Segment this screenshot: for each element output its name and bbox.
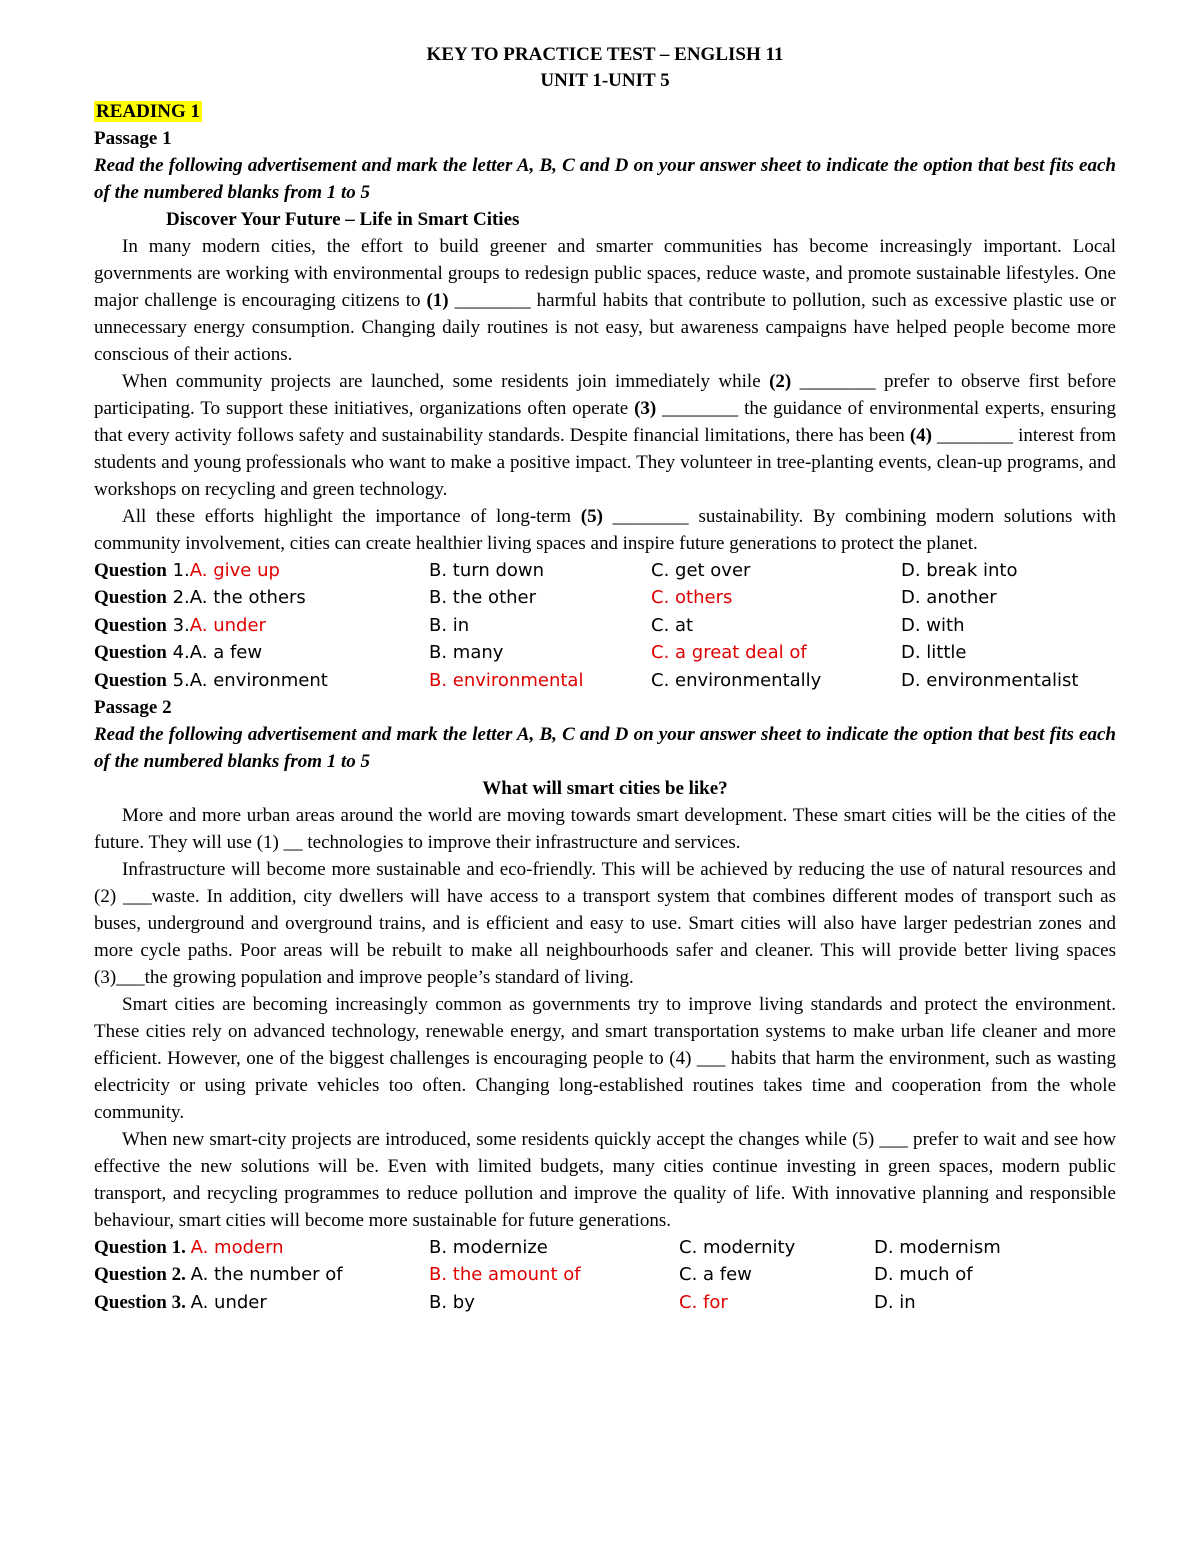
text-segment: When community projects are launched, some residents join immediately while — [122, 371, 770, 392]
option-c: C. environmentally — [651, 669, 822, 691]
option-a: A. under — [189, 614, 266, 636]
section-label: READING 1 — [96, 101, 200, 122]
question-number: 1. — [166, 560, 190, 581]
question-number: 4. — [166, 642, 190, 664]
passage-1-paragraph-3 — [94, 503, 1116, 557]
passage-2-instruction: Read the following advertisement and mark the letter A, B, C and D on your answer sheet to indicate the option that best fits each of the numbered blanks from 1 to 5 — [94, 724, 1116, 773]
blank-number: (1) — [426, 290, 449, 311]
question-label: Question 3. — [94, 1291, 186, 1313]
document-subtitle: UNIT 1-UNIT 5 — [540, 70, 670, 91]
passage-1-label: Passage 1 — [94, 128, 172, 149]
passage-2-questions — [94, 1234, 1116, 1316]
question-number: 2. — [166, 587, 190, 609]
option-a: A. modern — [190, 1237, 284, 1259]
text-segment: ________ interest from students and young professionals who want to make a positive impact. They volunteer in tree-planting events, clean-up programs, and workshops on recycling and green technology. — [94, 425, 1116, 500]
passage-1-instruction: Read the following advertisement and mark the letter A, B, C and D on your answer sheet to indicate the option that best fits each of the numbered blanks from 1 to 5 — [94, 155, 1116, 203]
blank-number: (5) — [580, 506, 603, 527]
option-a: A. under — [190, 1291, 267, 1313]
text-segment: ________ sustainability. By combining modern solutions with community involvement, cities can create healthier living spaces and inspire future generations to protect the planet. — [94, 506, 1117, 554]
option-b: B. the other — [429, 587, 537, 609]
option-c: C. get over — [651, 560, 751, 581]
passage-2-heading: What will smart cities be like? — [482, 778, 728, 800]
text-segment: In many modern cities, the effort to build greener and smarter communities has become increasingly important. Local governments are working with environmental groups to redesign public spaces, reduce waste, and promote sustainable lifestyles. One major challenge is encouraging citizens to — [94, 236, 1116, 311]
question-number: 5. — [166, 669, 190, 691]
option-b: B. turn down — [429, 560, 545, 581]
passage-1-paragraph-2 — [94, 368, 1116, 503]
blank-number: (3) — [634, 398, 657, 419]
option-d: D. little — [901, 642, 967, 664]
option-d: D. break into — [901, 560, 1018, 581]
question-number: 3. — [166, 614, 190, 636]
text-segment: ________ harmful habits that contribute to pollution, such as excessive plastic use or unnecessary energy consumption. Changing daily routines is not easy, but awareness campaigns have helped people become more conscious of their actions. — [94, 290, 1116, 365]
document-title: KEY TO PRACTICE TEST – ENGLISH 11 — [426, 44, 784, 65]
passage-2-paragraph-2: Infrastructure will become more sustainable and eco-friendly. This will be achieved by reducing the use of natural resources and (2) ___waste. In addition, city dwellers will have access to a transport system that combines different modes of transport such as buses, underground and overground trains, and is efficient and easy to use. Smart cities will also have larger pedestrian zones and more cycle paths. Poor areas will be rebuilt to make all neighbourhoods safer and cleaner. This will provide better living spaces (3)___the growing population and improve people’s standard of living. — [94, 859, 1116, 989]
question-label: Question — [94, 587, 167, 609]
text-segment: ________ prefer to observe first before participating. To support these initiatives, organizations often operate — [94, 371, 1117, 419]
option-d: D. modernism — [874, 1237, 1001, 1259]
option-b: B. modernize — [429, 1237, 548, 1259]
question-row — [94, 557, 1116, 584]
question-row — [94, 1261, 1116, 1288]
question-row — [94, 612, 1116, 639]
option-c: C. a few — [679, 1264, 752, 1286]
question-label: Question — [94, 642, 167, 664]
blank-number: (2) — [769, 371, 792, 392]
option-a: A. give up — [189, 560, 280, 581]
question-row — [94, 584, 1116, 611]
option-c: C. others — [651, 587, 733, 609]
passage-1-questions — [94, 557, 1116, 694]
option-d: D. in — [874, 1291, 916, 1313]
option-a: A. a few — [189, 642, 263, 664]
section-label-row — [94, 98, 1116, 125]
text-segment: All these efforts highlight the importance of long-term — [122, 506, 581, 527]
blank-number: (4) — [909, 425, 932, 446]
option-b: B. many — [429, 642, 504, 664]
question-label: Question 2. — [94, 1264, 186, 1286]
passage-1-paragraph-1 — [94, 233, 1116, 368]
option-b: B. in — [429, 614, 470, 636]
option-b: B. by — [429, 1291, 475, 1313]
question-label: Question — [94, 560, 167, 581]
question-row — [94, 639, 1116, 666]
option-c: C. at — [651, 614, 694, 636]
passage-2-paragraph-3: Smart cities are becoming increasingly common as governments try to improve living standards and protect the environment. These cities rely on advanced technology, renewable energy, and smart transportation systems to make urban life cleaner and more efficient. However, one of the biggest challenges is encouraging people to (4) ___ habits that harm the environment, such as wasting electricity or using private vehicles too often. Changing long-established routines takes time and cooperation from the whole community. — [94, 994, 1116, 1124]
option-b: B. environmental — [429, 669, 584, 691]
question-row — [94, 667, 1116, 694]
question-row — [94, 1289, 1116, 1316]
question-row — [94, 1234, 1116, 1261]
question-label: Question — [94, 614, 167, 636]
option-a: A. the number of — [190, 1264, 343, 1286]
passage-1-heading: Discover Your Future – Life in Smart Cities — [166, 209, 520, 230]
text-segment: ________ the guidance of environmental experts, ensuring that every activity follows safety and sustainability standards. Despite financial limitations, there has been — [94, 398, 1116, 446]
option-d: D. with — [901, 614, 965, 636]
passage-2-paragraph-1: More and more urban areas around the world are moving towards smart development. These smart cities will be the cities of the future. They will use (1) __ technologies to improve their infrastructure and services. — [94, 805, 1116, 854]
option-a: A. environment — [189, 669, 328, 691]
option-d: D. environmentalist — [901, 669, 1079, 691]
option-c: C. for — [679, 1291, 728, 1313]
option-d: D. much of — [874, 1264, 973, 1286]
option-d: D. another — [901, 587, 997, 609]
document-content — [94, 42, 1116, 1316]
option-c: C. modernity — [679, 1237, 796, 1259]
question-label: Question 1. — [94, 1237, 186, 1259]
passage-2-label: Passage 2 — [94, 697, 172, 719]
option-a: A. the others — [189, 587, 306, 609]
option-b: B. the amount of — [429, 1264, 581, 1286]
option-c: C. a great deal of — [651, 642, 807, 664]
question-label: Question — [94, 669, 167, 691]
passage-2-paragraph-4: When new smart-city projects are introduced, some residents quickly accept the changes while (5) ___ prefer to wait and see how effective the new solutions will be. Even with limited budgets, many cities continue investing in green spaces, modern public transport, and recycling programmes to reduce pollution and improve the quality of life. With innovative planning and responsible behaviour, smart cities will become more sustainable for future generations. — [94, 1129, 1116, 1232]
